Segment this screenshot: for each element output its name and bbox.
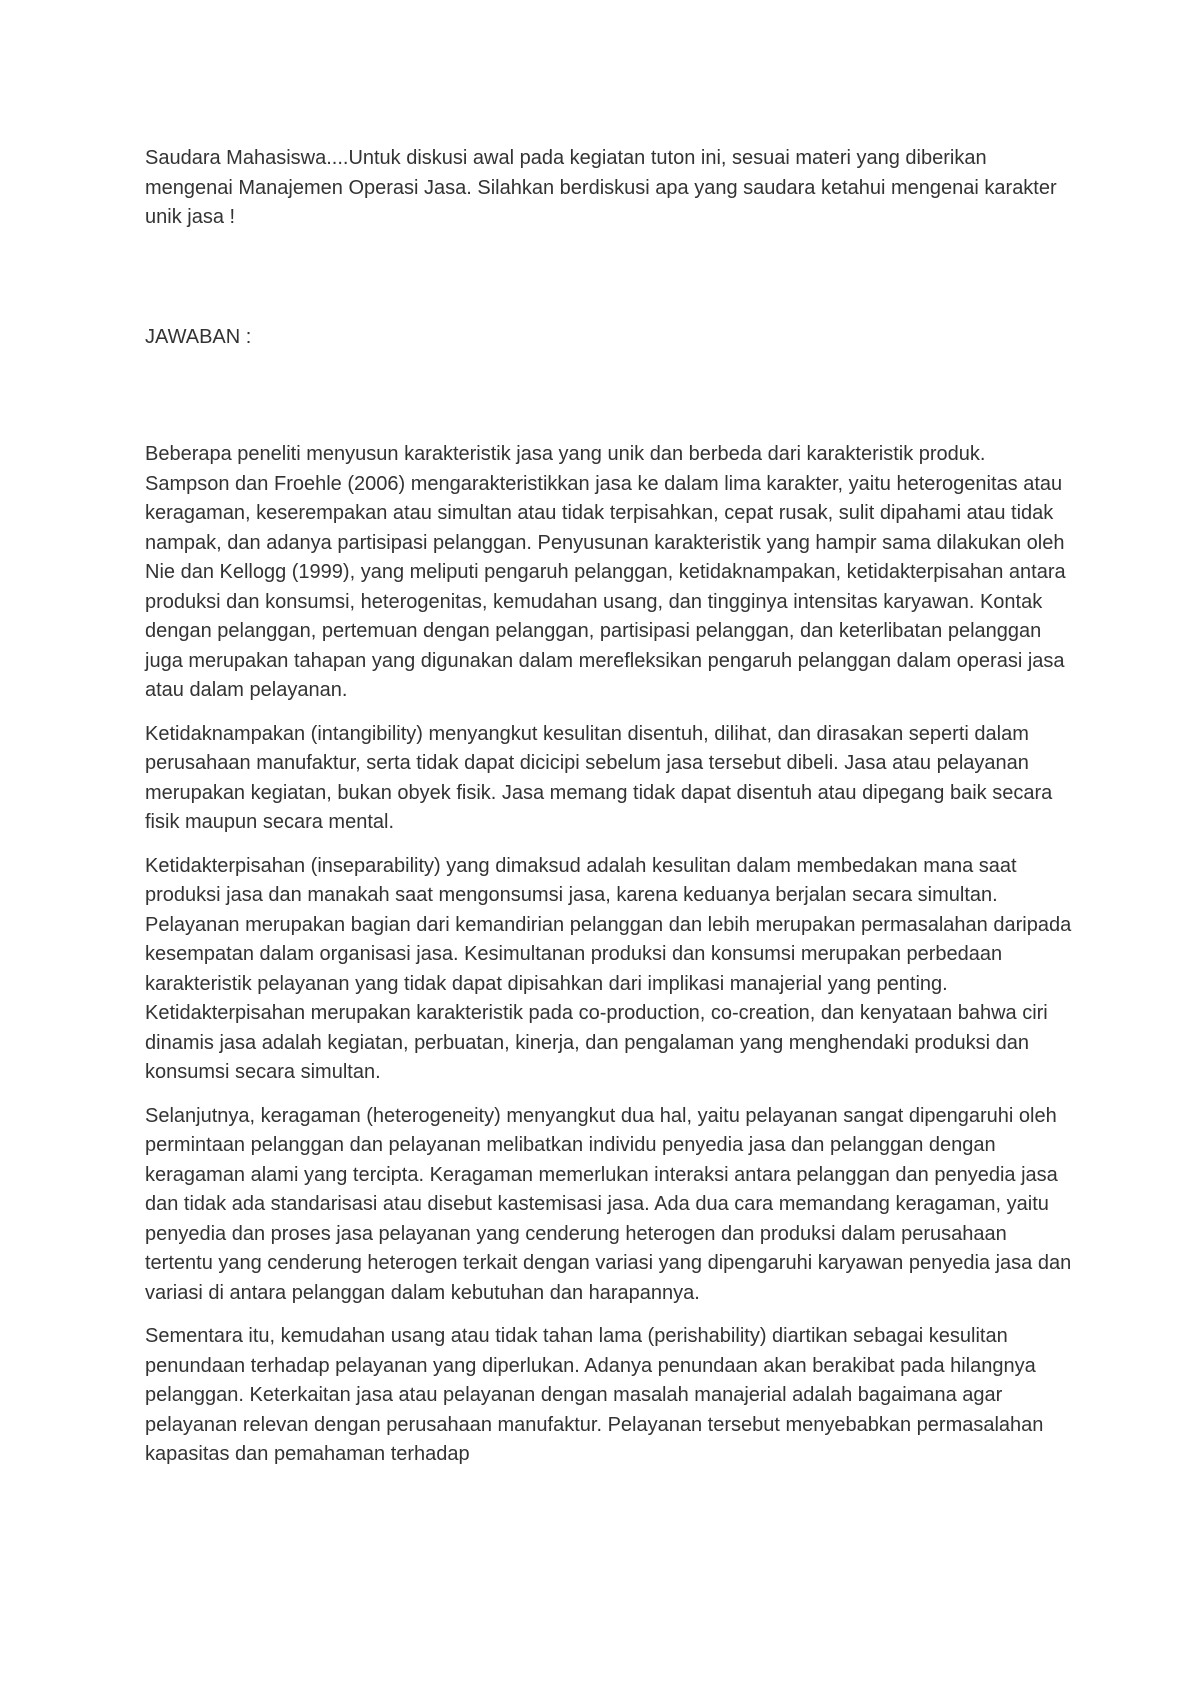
- answer-paragraph-2: Ketidaknampakan (intangibility) menyangkut kesulitan disentuh, dilihat, dan dirasakan seperti dalam perusahaan manufaktur, serta tidak dapat dicicipi sebelum jasa tersebut dibeli. Jasa atau pelayanan merupakan kegiatan, bukan obyek fisik. Jasa memang tidak dapat disentuh atau dipegang baik secara fisik maupun secara mental.: [145, 722, 1053, 833]
- answer-paragraph-4: Selanjutnya, keragaman (heterogeneity) menyangkut dua hal, yaitu pelayanan sangat dipengaruhi oleh permintaan pelanggan dan pelayanan melibatkan individu penyedia jasa dan pelanggan dengan keragaman alami yang tercipta. Keragaman memerlukan interaksi antara pelanggan dan penyedia jasa dan tidak ada standarisasi atau disebut kastemisasi jasa. Ada dua cara memandang keragaman, yaitu penyedia dan proses jasa pelayanan yang cenderung heterogen dan produksi dalam perusahaan tertentu yang cenderung heterogen terkait dengan variasi yang dipengaruhi karyawan penyedia jasa dan variasi di antara pelanggan dalam kebutuhan dan harapannya.: [145, 1104, 1072, 1304]
- answer-paragraph-5: Sementara itu, kemudahan usang atau tidak tahan lama (perishability) diartikan sebagai kesulitan penundaan terhadap pelayanan yang diperlukan. Adanya penundaan akan berakibat pada hilangnya pelanggan. Keterkaitan jasa atau pelayanan dengan masalah manajerial adalah bagaimana agar pelayanan relevan dengan perusahaan manufaktur. Pelayanan tersebut menyebabkan permasalahan kapasitas dan pemahaman terhadap: [145, 1325, 1044, 1465]
- question-paragraph: Saudara Mahasiswa....Untuk diskusi awal pada kegiatan tuton ini, sesuai materi yang diberikan mengenai Manajemen Operasi Jasa. Silahkan berdiskusi apa yang saudara ketahui mengenai karakter unik jasa !: [145, 147, 1057, 228]
- answer-heading: JAWABAN :: [145, 325, 252, 348]
- answer-body: [145, 440, 1075, 1470]
- answer-paragraph-1: Beberapa peneliti menyusun karakteristik jasa yang unik dan berbeda dari karakteristik produk. Sampson dan Froehle (2006) mengarakteristikkan jasa ke dalam lima karakter, yaitu heterogenitas atau keragaman, keserempakan atau simultan atau tidak terpisahkan, cepat rusak, sulit dipahami atau tidak nampak, dan adanya partisipasi pelanggan. Penyusunan karakteristik yang hampir sama dilakukan oleh Nie dan Kellogg (1999), yang meliputi pengaruh pelanggan, ketidaknampakan, ketidakterpisahan antara produksi dan konsumsi, heterogenitas, kemudahan usang, dan tingginya intensitas karyawan. Kontak dengan pelanggan, pertemuan dengan pelanggan, partisipasi pelanggan, dan keterlibatan pelanggan juga merupakan tahapan yang digunakan dalam merefleksikan pengaruh pelanggan dalam operasi jasa atau dalam pelayanan.: [145, 443, 1066, 701]
- answer-paragraph-3: Ketidakterpisahan (inseparability) yang dimaksud adalah kesulitan dalam membedakan mana saat produksi jasa dan manakah saat mengonsumsi jasa, karena keduanya berjalan secara simultan. Pelayanan merupakan bagian dari kemandirian pelanggan dan lebih merupakan permasalahan daripada kesempatan dalam organisasi jasa. Kesimultanan produksi dan konsumsi merupakan perbedaan karakteristik pelayanan yang tidak dapat dipisahkan dari implikasi manajerial yang penting. Ketidakterpisahan merupakan karakteristik pada co-production, co-creation, dan kenyataan bahwa ciri dinamis jasa adalah kegiatan, perbuatan, kinerja, dan pengalaman yang menghendaki produksi dan konsumsi secara simultan.: [145, 854, 1072, 1083]
